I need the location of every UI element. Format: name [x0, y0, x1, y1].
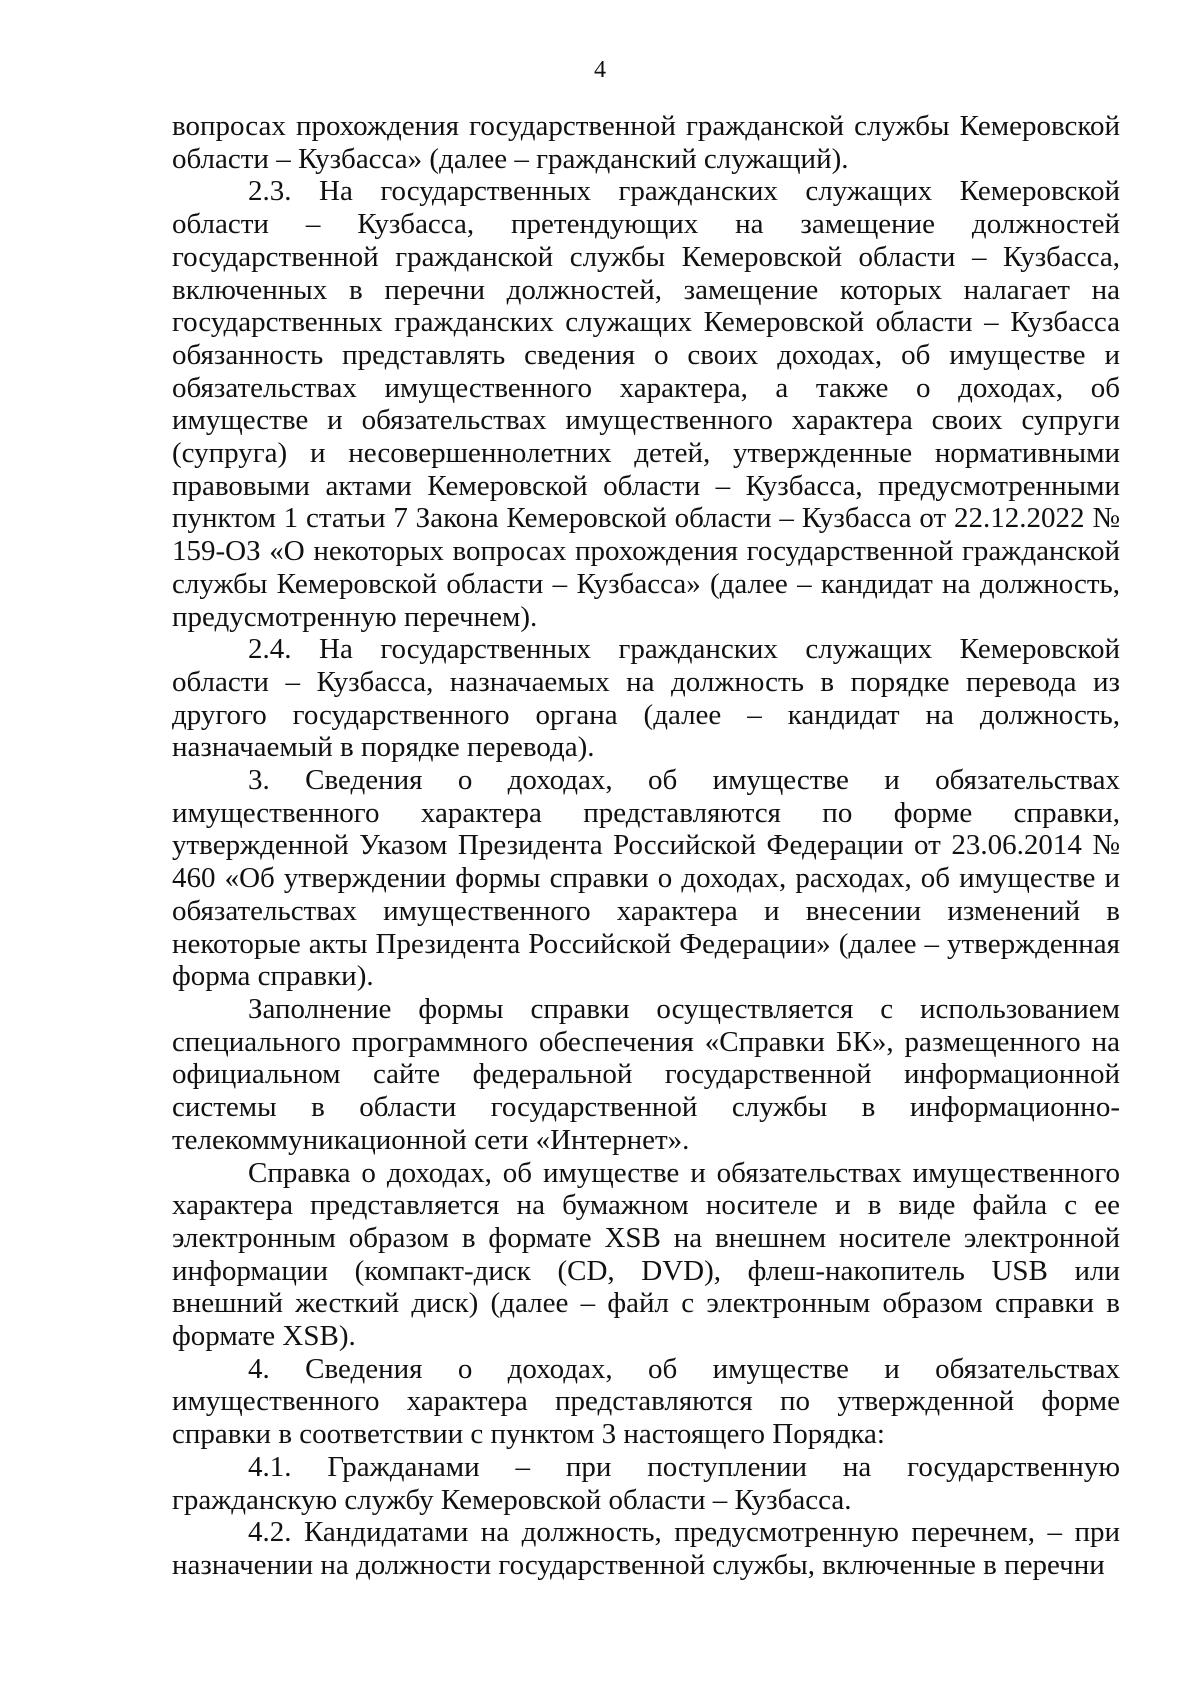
- paragraph-certificate-format: Справка о доходах, об имуществе и обязательствах имущественного характера представляется на бумажном носителе и в виде файла с ее электронным образом в формате XSB на внешнем носителе электронной информации (компакт-диск (CD, DVD), флеш-накопитель USB или внешний жесткий диск) (далее – файл с электронным образом справки в формате XSB).: [172, 1156, 1120, 1353]
- page-number: 4: [594, 57, 606, 83]
- document-body: [172, 110, 1120, 1582]
- paragraph-form-filling: Заполнение формы справки осуществляется с использованием специального программного обеспечения «Справки БК», размещенного на официальном сайте федеральной государственной информационной системы в области государственной службы в информационно-телекоммуникационной сети «Интернет».: [172, 992, 1120, 1156]
- paragraph-2-4: 2.4. На государственных гражданских служащих Кемеровской области – Кузбасса, назначаемых на должность в порядке перевода из другого государственного органа (далее – кандидат на должность, назначаемый в порядке перевода).: [172, 633, 1120, 764]
- paragraph-3: 3. Сведения о доходах, об имуществе и обязательствах имущественного характера представляются по форме справки, утвержденной Указом Президента Российской Федерации от 23.06.2014 № 460 «Об утверждении формы справки о доходах, расходах, об имуществе и обязательствах имущественного характера и внесении изменений в некоторые акты Президента Российской Федерации» (далее – утвержденная форма справки).: [172, 764, 1120, 993]
- paragraph-continuation: вопросах прохождения государственной гражданской службы Кемеровской области – Кузбасса» (далее – гражданский служащий).: [172, 110, 1120, 175]
- paragraph-4-2: 4.2. Кандидатами на должность, предусмотренную перечнем, – при назначении на должности государственной службы, включенные в перечни: [172, 1516, 1120, 1581]
- paragraph-4: 4. Сведения о доходах, об имуществе и обязательствах имущественного характера представляются по утвержденной форме справки в соответствии с пунктом 3 настоящего Порядка:: [172, 1352, 1120, 1451]
- paragraph-2-3: 2.3. На государственных гражданских служащих Кемеровской области – Кузбасса, претендующих на замещение должностей государственной гражданской службы Кемеровской области – Кузбасса, включенных в перечни должностей, замещение которых налагает на государственных гражданских служащих Кемеровской области – Кузбасса обязанность представлять сведения о своих доходах, об имуществе и обязательствах имущественного характера, а также о доходах, об имуществе и обязательствах имущественного характера своих супруги (супруга) и несовершеннолетних детей, утвержденные нормативными правовыми актами Кемеровской области – Кузбасса, предусмотренными пунктом 1 статьи 7 Закона Кемеровской области – Кузбасса от 22.12.2022 № 159-ОЗ «О некоторых вопросах прохождения государственной гражданской службы Кемеровской области – Кузбасса» (далее – кандидат на должность, предусмотренную перечнем).: [172, 175, 1120, 633]
- paragraph-4-1: 4.1. Гражданами – при поступлении на государственную гражданскую службу Кемеровской области – Кузбасса.: [172, 1450, 1120, 1516]
